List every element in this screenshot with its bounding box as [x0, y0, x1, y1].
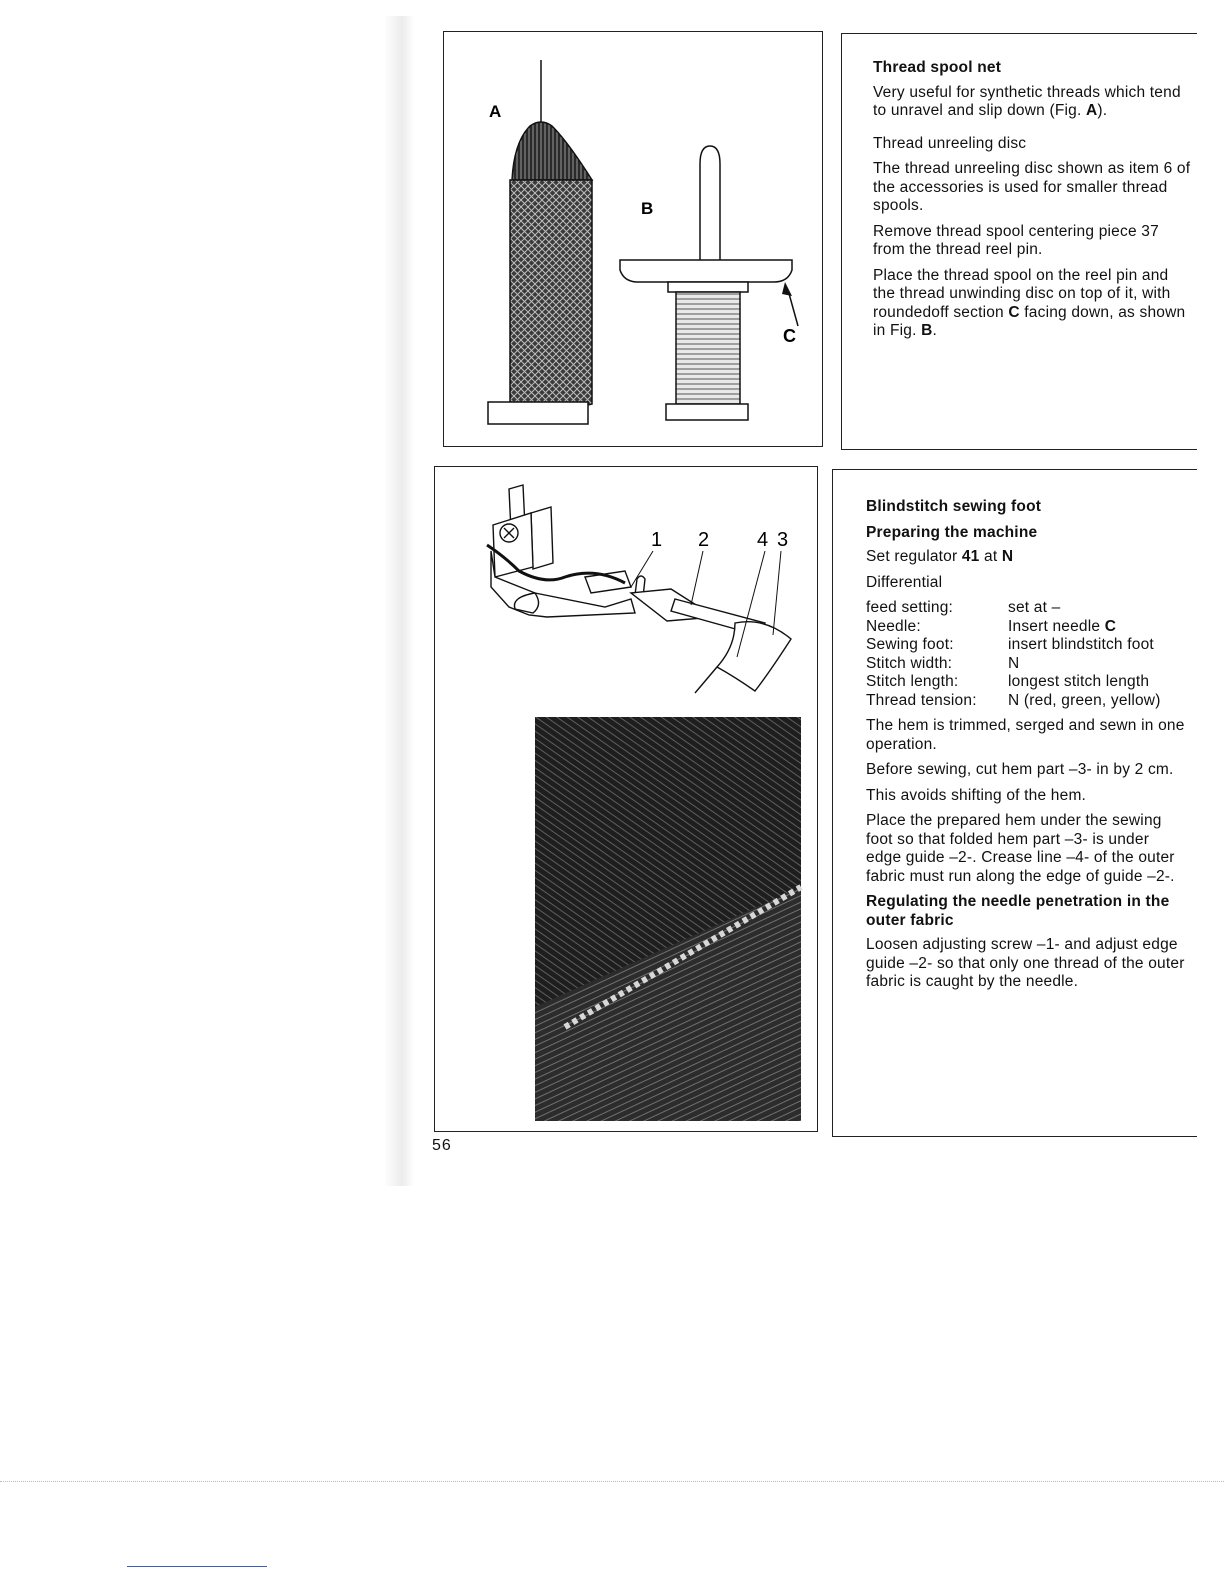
bottom-divider [0, 1481, 1224, 1482]
setting-value: N [1008, 654, 1020, 672]
label-differential: Differential [866, 573, 943, 591]
machine-settings-table [866, 599, 1186, 710]
setting-label: Thread tension: [866, 691, 977, 709]
part-label-4: 4 [757, 529, 769, 551]
figure-label-a: A [489, 102, 502, 121]
paragraph-hem-trimmed: The hem is trimmed, serged and sewn in one operation. [866, 717, 1185, 753]
setting-label: Sewing foot: [866, 636, 954, 653]
setting-label: Stitch length: [866, 673, 959, 690]
subheading-unreeling-disc: Thread unreeling disc [873, 134, 1027, 152]
setting-value: N (red, green, yellow) [1008, 691, 1161, 709]
paragraph-set-regulator: Set regulator 41 at N [866, 548, 1014, 565]
part-label-2: 2 [698, 529, 710, 551]
unreeling-disc-figure [620, 146, 798, 420]
settings-row [866, 673, 1186, 692]
page-number: 56 [432, 1137, 452, 1154]
bottom-link-underline [127, 1566, 267, 1567]
setting-value: Insert needle C [1008, 617, 1117, 635]
binding-gutter-shadow [384, 16, 414, 1186]
setting-value: set at – [1008, 599, 1061, 616]
figure-frame-spool [443, 31, 823, 447]
figure-label-c: C [783, 326, 796, 346]
section-title-blindstitch: Blindstitch sewing foot [866, 498, 1042, 515]
paragraph-spool-net-intro: Very useful for synthetic threads which tend to unravel and slip down (Fig. A). [873, 83, 1181, 119]
subheading-regulating-needle: Regulating the needle penetration in the outer fabric [866, 893, 1170, 929]
settings-row [866, 655, 1186, 674]
paragraph-place-spool: Place the thread spool on the reel pin and the thread unwinding disc on top of it, with roundedoff section C facing down, as shown in Fig. B. [873, 266, 1186, 339]
paragraph-place-hem: Place the prepared hem under the sewing foot so that folded hem part –3- is under edge guide –2-. Crease line –4- of the outer fabric must run along the edge of guide –2-. [866, 812, 1175, 885]
settings-row [866, 599, 1186, 618]
settings-row [866, 618, 1186, 637]
setting-label: feed setting: [866, 599, 954, 616]
part-label-3: 3 [777, 529, 789, 551]
paragraph-before-sewing: Before sewing, cut hem part –3- in by 2 cm. [866, 761, 1174, 778]
setting-label: Needle: [866, 617, 921, 635]
paragraph-loosen-screw: Loosen adjusting screw –1- and adjust edge guide –2- so that only one thread of the outer fabric is caught by the needle. [866, 936, 1185, 990]
setting-value: insert blindstitch foot [1008, 636, 1154, 653]
thread-spool-net-section [873, 59, 1191, 348]
paragraph-disc-usage: The thread unreeling disc shown as item 6 of the accessories is used for smaller thread spools. [873, 160, 1191, 214]
spool-illustration [444, 32, 821, 445]
spool-net-figure [488, 60, 592, 424]
part-label-1: 1 [651, 529, 663, 551]
blindstitch-foot-drawing [491, 485, 791, 693]
figure-label-b: B [641, 199, 654, 218]
paragraph-avoids-shifting: This avoids shifting of the hem. [866, 786, 1087, 804]
paragraph-remove-centering-piece: Remove thread spool centering piece 37 from the thread reel pin. [873, 222, 1159, 258]
section-title-thread-spool-net: Thread spool net [873, 59, 1002, 76]
subheading-preparing-machine: Preparing the machine [866, 523, 1038, 541]
settings-row [866, 692, 1186, 711]
blindstitch-fabric-photo [535, 717, 801, 1121]
blindstitch-section [866, 498, 1186, 999]
setting-value: longest stitch length [1008, 673, 1150, 690]
setting-label: Stitch width: [866, 654, 953, 672]
settings-row [866, 636, 1186, 655]
blindstitch-illustration [435, 467, 816, 1130]
figure-frame-blindstitch [434, 466, 818, 1132]
